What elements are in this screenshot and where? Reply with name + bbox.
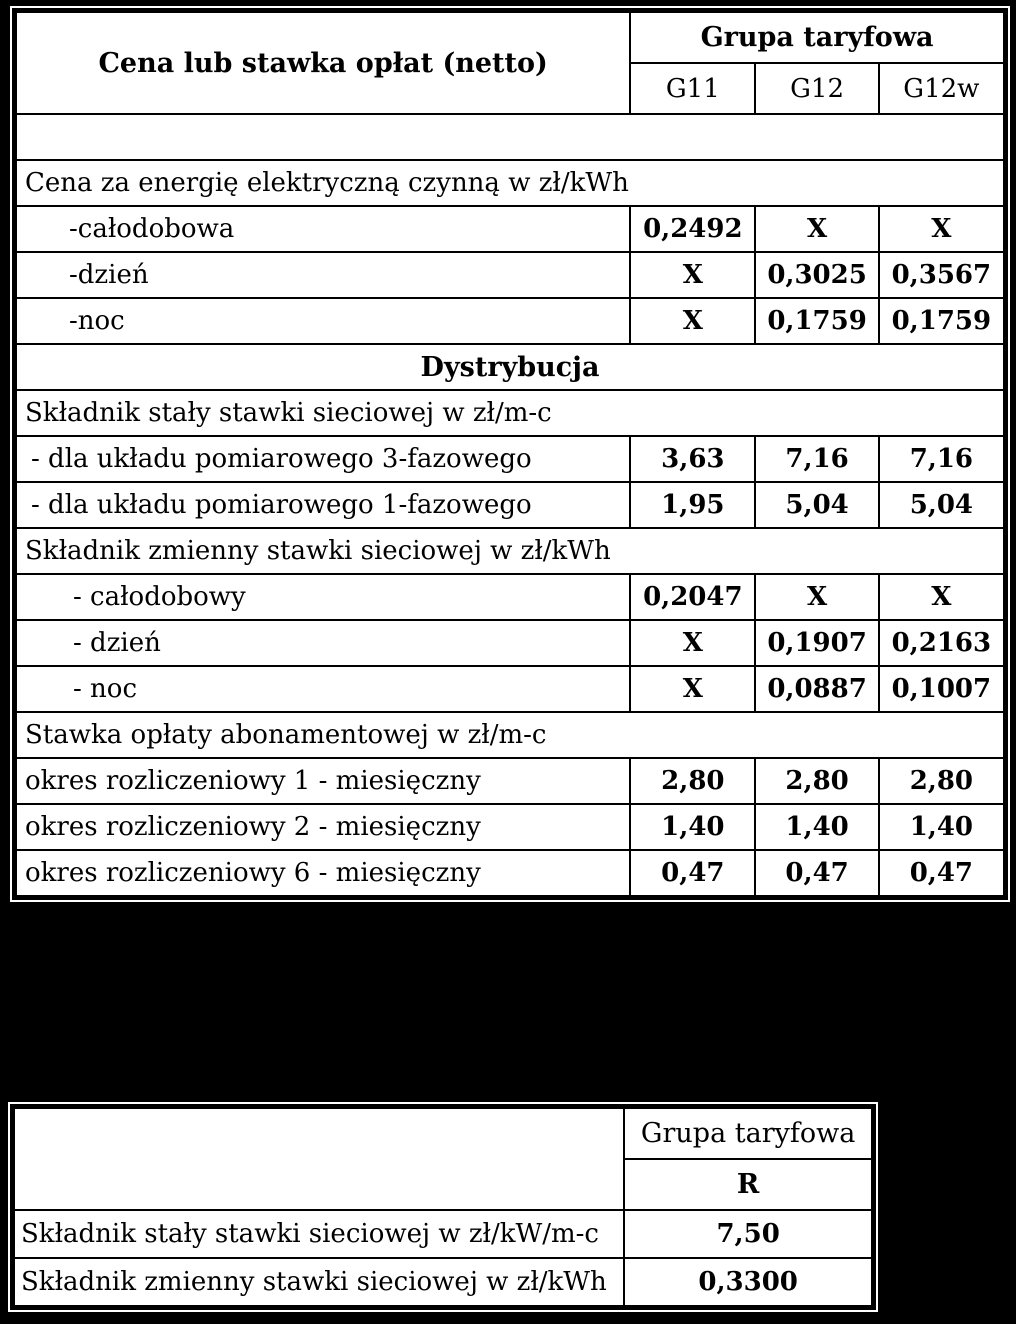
value-cell: 5,04 bbox=[879, 482, 1004, 528]
value-cell: X bbox=[630, 666, 755, 712]
value-cell: 1,40 bbox=[630, 804, 755, 850]
row-label: -dzień bbox=[16, 252, 630, 298]
value-cell: 0,2163 bbox=[879, 620, 1004, 666]
value-cell: 0,0887 bbox=[755, 666, 878, 712]
header-row bbox=[16, 12, 1004, 63]
value-cell: X bbox=[630, 620, 755, 666]
row-label: -całodobowa bbox=[16, 206, 630, 252]
spacer-row bbox=[16, 114, 1004, 160]
value-cell: X bbox=[630, 298, 755, 344]
value-cell: 7,16 bbox=[755, 436, 878, 482]
table-row bbox=[16, 850, 1004, 896]
subscription-section-label: Stawka opłaty abonamentowej w zł/m-c bbox=[16, 712, 1004, 758]
value-cell: 7,50 bbox=[624, 1210, 872, 1258]
row-label: Składnik zmienny stawki sieciowej w zł/kWh bbox=[14, 1258, 624, 1306]
empty-cell bbox=[14, 1108, 624, 1210]
section-row bbox=[16, 344, 1004, 390]
section-row bbox=[16, 712, 1004, 758]
row-label: - dzień bbox=[16, 620, 630, 666]
value-cell: 0,1759 bbox=[755, 298, 878, 344]
row-label: okres rozliczeniowy 6 - miesięczny bbox=[16, 850, 630, 896]
table-row bbox=[16, 804, 1004, 850]
row-label: okres rozliczeniowy 1 - miesięczny bbox=[16, 758, 630, 804]
section-row bbox=[16, 528, 1004, 574]
value-cell: X bbox=[879, 206, 1004, 252]
value-cell: 2,80 bbox=[879, 758, 1004, 804]
row-label: okres rozliczeniowy 2 - miesięczny bbox=[16, 804, 630, 850]
tariff-table-main bbox=[12, 8, 1008, 900]
value-cell: 0,47 bbox=[630, 850, 755, 896]
value-cell: 0,47 bbox=[879, 850, 1004, 896]
table-row bbox=[16, 574, 1004, 620]
value-cell: 1,95 bbox=[630, 482, 755, 528]
table-row bbox=[16, 298, 1004, 344]
value-cell: 0,1007 bbox=[879, 666, 1004, 712]
column-g12w: G12w bbox=[879, 63, 1004, 114]
value-cell: 1,40 bbox=[755, 804, 878, 850]
value-cell: 0,3300 bbox=[624, 1258, 872, 1306]
row-label: - dla układu pomiarowego 3-fazowego bbox=[16, 436, 630, 482]
table-row bbox=[16, 758, 1004, 804]
column-g12: G12 bbox=[755, 63, 878, 114]
table-row bbox=[16, 252, 1004, 298]
value-cell: X bbox=[879, 574, 1004, 620]
table-row bbox=[16, 436, 1004, 482]
empty-cell bbox=[16, 114, 1004, 160]
section-row bbox=[16, 160, 1004, 206]
value-cell: 0,2047 bbox=[630, 574, 755, 620]
distribution-title: Dystrybucja bbox=[16, 344, 1004, 390]
tariff-group-header: Grupa taryfowa bbox=[630, 12, 1004, 63]
value-cell: 1,40 bbox=[879, 804, 1004, 850]
fixed-section-label: Składnik stały stawki sieciowej w zł/m-c bbox=[16, 390, 1004, 436]
value-cell: 5,04 bbox=[755, 482, 878, 528]
row-label: -noc bbox=[16, 298, 630, 344]
energy-section-label: Cena za energię elektryczną czynną w zł/kWh bbox=[16, 160, 1004, 206]
value-cell: 0,1759 bbox=[879, 298, 1004, 344]
tariff-group-header: Grupa taryfowa bbox=[624, 1108, 872, 1159]
value-cell: 0,3025 bbox=[755, 252, 878, 298]
tariff-table bbox=[15, 11, 1005, 897]
r-tariff-table bbox=[13, 1107, 873, 1307]
variable-section-label: Składnik zmienny stawki sieciowej w zł/kWh bbox=[16, 528, 1004, 574]
value-cell: X bbox=[630, 252, 755, 298]
row-label: - całodobowy bbox=[16, 574, 630, 620]
value-cell: 0,1907 bbox=[755, 620, 878, 666]
value-cell: X bbox=[755, 206, 878, 252]
column-g11: G11 bbox=[630, 63, 755, 114]
row-label: - noc bbox=[16, 666, 630, 712]
row-label: Składnik stały stawki sieciowej w zł/kW/m-c bbox=[14, 1210, 624, 1258]
table-row bbox=[14, 1258, 872, 1306]
table-row bbox=[14, 1210, 872, 1258]
row-label: - dla układu pomiarowego 1-fazowego bbox=[16, 482, 630, 528]
section-row bbox=[16, 390, 1004, 436]
table-row bbox=[16, 620, 1004, 666]
column-r: R bbox=[624, 1159, 872, 1210]
value-cell: X bbox=[755, 574, 878, 620]
price-header: Cena lub stawka opłat (netto) bbox=[16, 12, 630, 114]
value-cell: 0,47 bbox=[755, 850, 878, 896]
table-row bbox=[16, 666, 1004, 712]
value-cell: 0,3567 bbox=[879, 252, 1004, 298]
value-cell: 2,80 bbox=[630, 758, 755, 804]
value-cell: 2,80 bbox=[755, 758, 878, 804]
header-row bbox=[14, 1108, 872, 1159]
tariff-table-r bbox=[10, 1104, 876, 1310]
value-cell: 0,2492 bbox=[630, 206, 755, 252]
value-cell: 7,16 bbox=[879, 436, 1004, 482]
table-row bbox=[16, 206, 1004, 252]
table-row bbox=[16, 482, 1004, 528]
value-cell: 3,63 bbox=[630, 436, 755, 482]
